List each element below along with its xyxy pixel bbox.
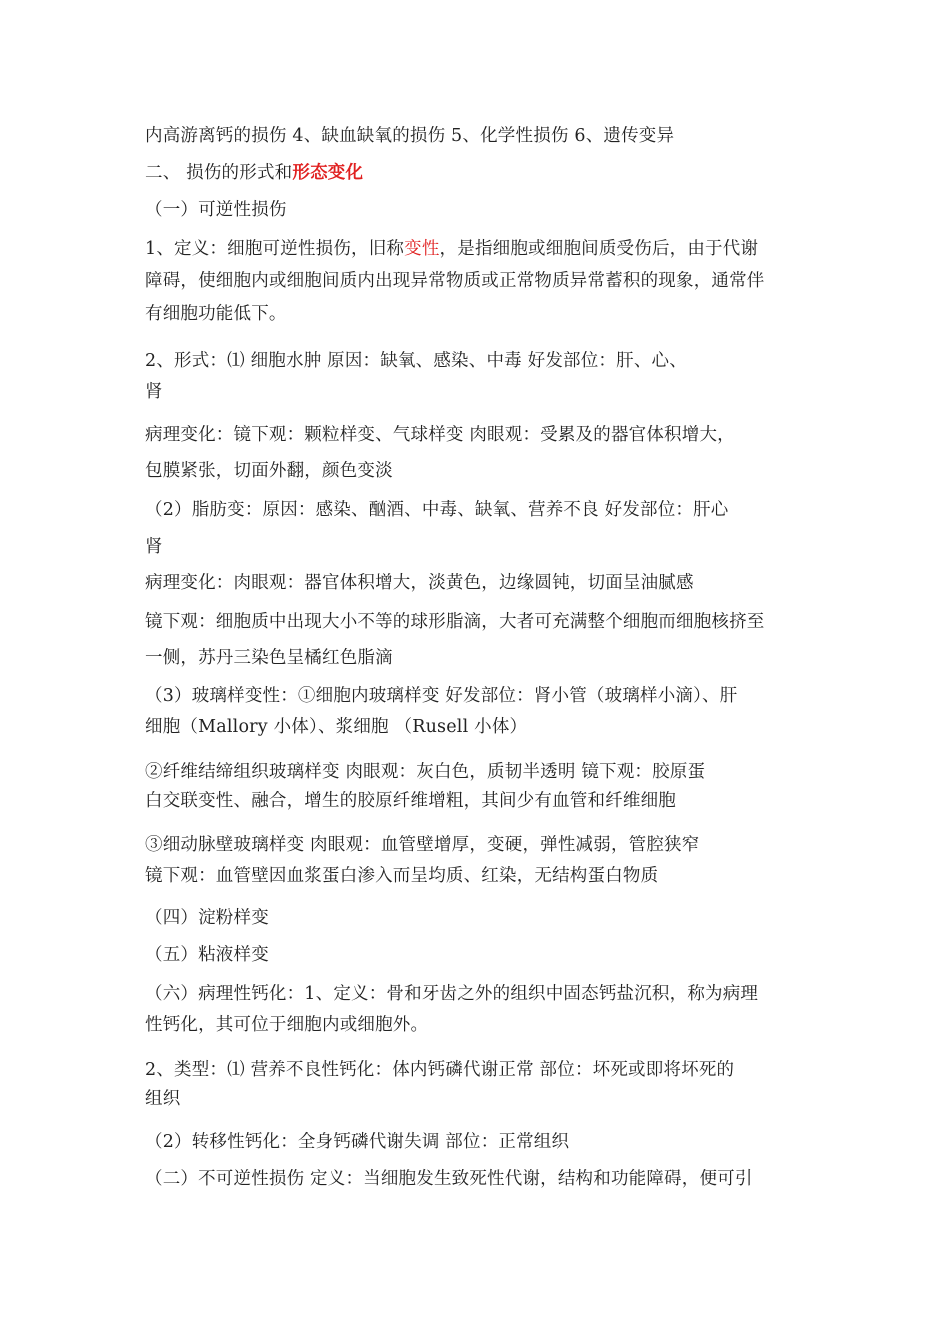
text-line: 病理变化：肉眼观：器官体积增大，淡黄色，边缘圆钝，切面呈油腻感 (145, 573, 694, 593)
text-line: 组织 (145, 1089, 181, 1109)
text-span: 1、定义：细胞可逆性损伤，旧称 (145, 239, 405, 259)
highlight-term: 变性 (404, 239, 440, 259)
text-line: 肾 (145, 382, 163, 402)
text-line: 病理变化：镜下观：颗粒样变、气球样变 肉眼观：受累及的器官体积增大， (145, 425, 735, 445)
text-line: ③细动脉壁玻璃样变 肉眼观：血管壁增厚，变硬，弹性减弱，管腔狭窄 (145, 835, 700, 855)
text-line: 有细胞功能低下。 (145, 304, 287, 324)
text-line: ②纤维结缔组织玻璃样变 肉眼观：灰白色，质韧半透明 镜下观：胶原蛋 (145, 762, 706, 782)
text-line: 一侧，苏丹三染色呈橘红色脂滴 (145, 648, 393, 668)
subsection-heading: （五）粘液样变 (145, 945, 269, 965)
text-line: 障碍，使细胞内或细胞间质内出现异常物质或正常物质异常蓄积的现象，通常伴 (145, 271, 765, 291)
text-line: （3）玻璃样变性：①细胞内玻璃样变 好发部位：肾小管（玻璃样小滴）、肝 (145, 686, 738, 706)
text-line: （2）转移性钙化：全身钙磷代谢失调 部位：正常组织 (145, 1132, 570, 1152)
text-line: （六）病理性钙化：1、定义：骨和牙齿之外的组织中固态钙盐沉积，称为病理 (145, 984, 759, 1004)
text-line (145, 237, 758, 261)
heading-text: 二、 损伤的形式和 (145, 163, 293, 183)
text-line: 白交联变性、融合，增生的胶原纤维增粗，其间少有血管和纤维细胞 (145, 791, 676, 811)
text-line: 2、类型：⑴ 营养不良性钙化：体内钙磷代谢正常 部位：坏死或即将坏死的 (145, 1060, 735, 1080)
text-line: 性钙化，其可位于细胞内或细胞外。 (145, 1015, 429, 1035)
heading-highlight: 形态变化 (292, 163, 364, 183)
text-line: 内高游离钙的损伤 4、缺血缺氧的损伤 5、化学性损伤 6、遗传变异 (145, 126, 675, 146)
section-heading (145, 161, 363, 185)
text-line: （2）脂肪变：原因：感染、酗酒、中毒、缺氧、营养不良 好发部位：肝心 (145, 500, 729, 520)
subsection-heading: （一）可逆性损伤 (145, 200, 287, 220)
text-line: 镜下观：血管壁因血浆蛋白渗入而呈均质、红染，无结构蛋白物质 (145, 866, 659, 886)
text-line: 细胞（Mallory 小体）、浆细胞 （Rusell 小体） (145, 717, 528, 737)
text-span: ，是指细胞或细胞间质受伤后，由于代谢 (439, 239, 759, 259)
subsection-heading: （四）淀粉样变 (145, 908, 269, 928)
subsection-heading: （二）不可逆性损伤 定义：当细胞发生致死性代谢，结构和功能障碍，便可引 (145, 1169, 753, 1189)
text-line: 包膜紧张，切面外翻，颜色变淡 (145, 461, 393, 481)
text-line: 镜下观：细胞质中出现大小不等的球形脂滴，大者可充满整个细胞而细胞核挤至 (145, 612, 765, 632)
text-line: 肾 (145, 537, 163, 557)
text-line: 2、形式：⑴ 细胞水肿 原因：缺氧、感染、中毒 好发部位：肝、心、 (145, 351, 687, 371)
